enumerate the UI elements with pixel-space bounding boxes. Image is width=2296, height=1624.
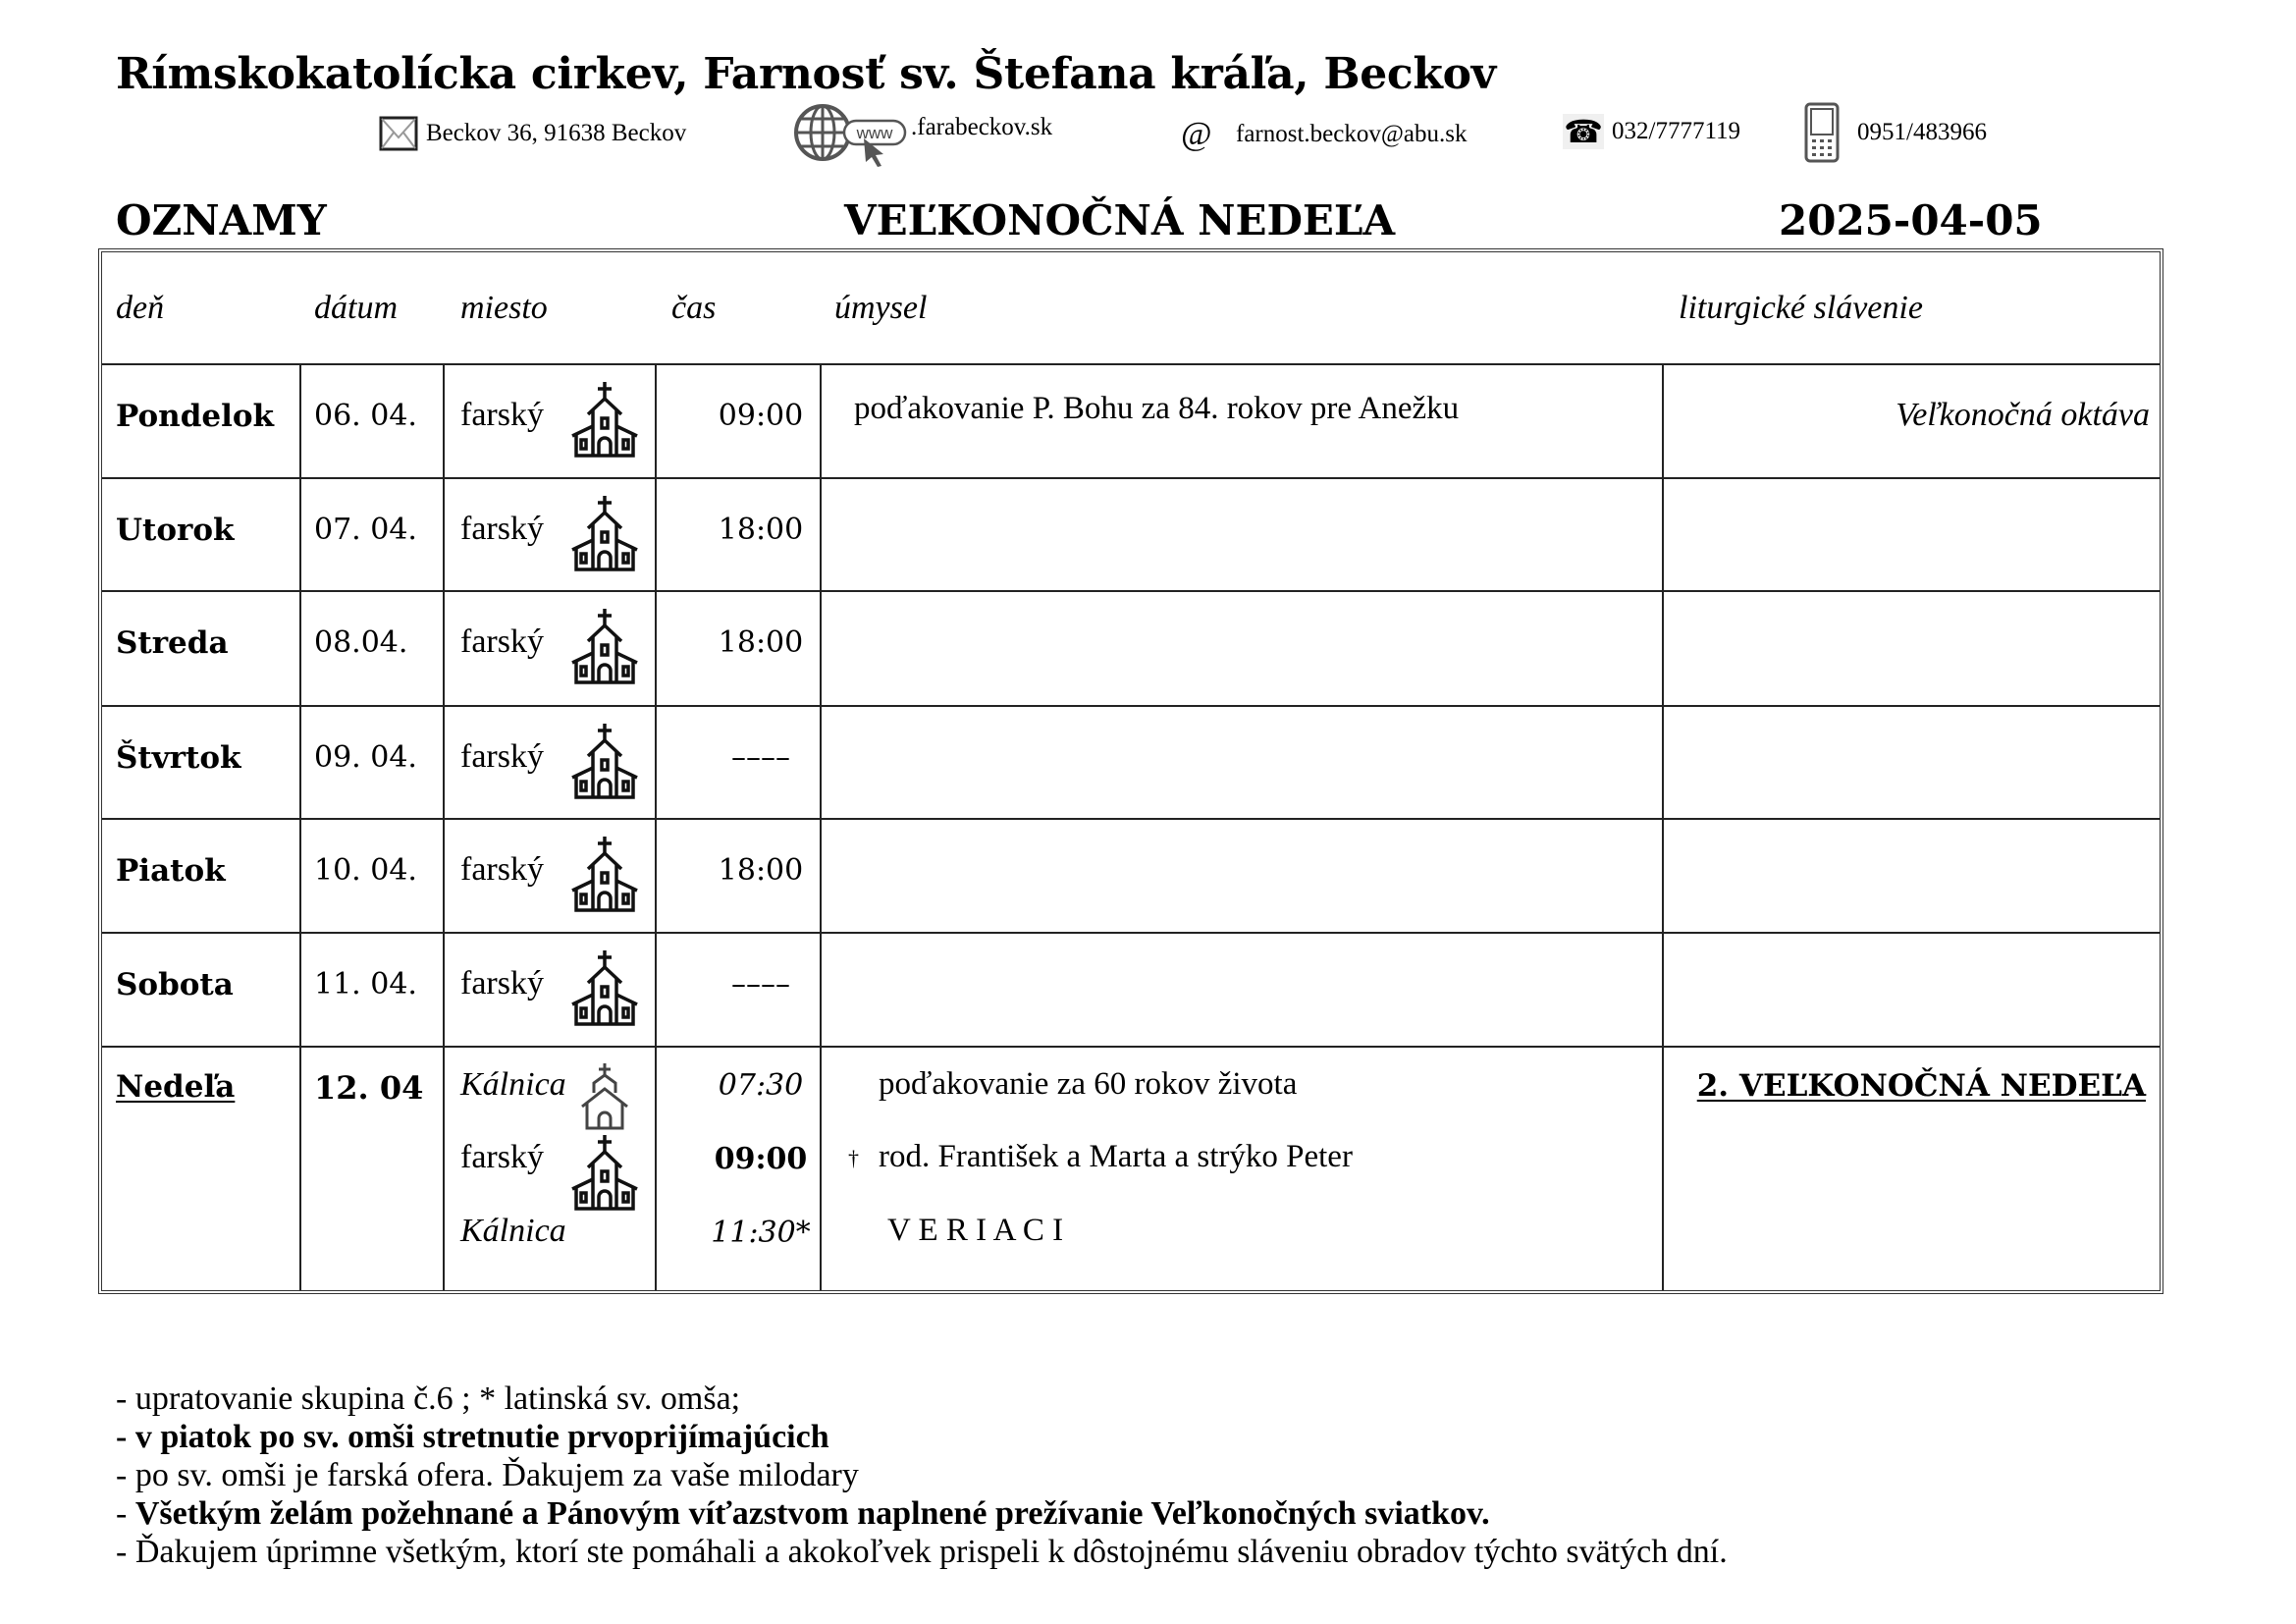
day-cell: Sobota — [116, 967, 234, 1002]
mobile-number: 0951/483966 — [1857, 119, 1987, 145]
place-cell: farský — [460, 623, 544, 660]
contact-address — [379, 116, 686, 151]
time-cell: 11:30* — [711, 1216, 811, 1250]
date-cell: 12. 04 — [314, 1069, 424, 1107]
church-icon — [570, 1134, 639, 1211]
address-text: Beckov 36, 91638 Beckov — [426, 120, 687, 146]
place-cell: farský — [460, 851, 544, 888]
note-item: - v piatok po sv. omši stretnutie prvoprijímajúcich — [116, 1419, 829, 1455]
date-cell: 11. 04. — [314, 967, 417, 1001]
note-item: - po sv. omši je farská ofera. Ďakujem za vaše milodary — [116, 1457, 859, 1493]
church-icon — [570, 949, 639, 1026]
time-cell: –––– — [731, 967, 790, 1001]
intention-cell: poďakovanie P. Bohu za 84. rokov pre Anežku — [854, 391, 1460, 426]
date-cell: 09. 04. — [314, 740, 417, 775]
date-cell: 06. 04. — [314, 399, 417, 433]
day-cell: Utorok — [116, 513, 235, 548]
note-item: - Ďakujem úprimne všetkým, ktorí ste pomáhali a akokoľvek prispeli k dôstojnému sláveniu obradov týchto svätých dní. — [116, 1534, 1728, 1570]
day-cell: Piatok — [116, 853, 226, 889]
church-icon — [570, 723, 639, 799]
col-header-place: miesto — [460, 290, 548, 326]
liturgy-cell: Veľkonočná oktáva — [1896, 397, 2150, 433]
time-cell: 09:00 — [714, 1142, 808, 1176]
time-cell: 07:30 — [718, 1068, 804, 1103]
place-cell: farský — [460, 965, 544, 1001]
place-cell: farský — [460, 511, 544, 547]
col-header-liturgy: liturgické slávenie — [1679, 290, 1923, 326]
note-text: Všetkým želám požehnané a Pánovým víťazstvom naplnené prežívanie Veľkonočných sviatkov. — [134, 1495, 1490, 1532]
day-cell: Nedeľa — [116, 1069, 236, 1105]
day-cell: Streda — [116, 625, 229, 661]
intention-cell: V E R I A C I — [887, 1213, 1064, 1248]
church-icon — [570, 495, 639, 571]
mobile-phone-icon — [1804, 102, 1840, 163]
sunday-heading: VEĽKONOČNÁ NEDEĽA — [844, 196, 1396, 244]
announcement-date: 2025-04-05 — [1779, 196, 2043, 244]
deceased-cross-icon: † — [848, 1146, 859, 1170]
time-cell: –––– — [731, 740, 790, 775]
time-cell: 09:00 — [718, 399, 804, 433]
phone-number: 032/7777119 — [1612, 118, 1741, 144]
schedule-table — [98, 248, 2163, 1294]
parish-title: Rímskokatolícka cirkev, Farnosť sv. Štefana kráľa, Beckov — [116, 49, 1496, 99]
col-header-day: deň — [116, 290, 165, 326]
place-cell: farský — [460, 1139, 544, 1175]
day-cell: Pondelok — [116, 399, 275, 434]
telephone-icon: ☎ — [1564, 113, 1603, 150]
col-header-time: čas — [671, 290, 717, 326]
announcements-label: OZNAMY — [116, 196, 327, 244]
notes-list — [116, 1380, 1728, 1571]
email-link[interactable]: farnost.beckov@abu.sk — [1236, 121, 1468, 147]
note-item: - upratovanie skupina č.6 ; * latinská sv. omša; — [116, 1380, 741, 1417]
col-header-intention: úmysel — [834, 290, 928, 326]
note-prefix: - — [116, 1495, 135, 1532]
intention-cell: poďakovanie za 60 rokov života — [879, 1066, 1298, 1102]
date-cell: 07. 04. — [314, 513, 417, 547]
contact-web[interactable] — [793, 103, 1052, 168]
contact-phone — [1563, 114, 1740, 149]
date-cell: 08.04. — [314, 625, 408, 660]
intention-cell: rod. František a Marta a strýko Peter — [879, 1139, 1353, 1174]
liturgy-cell: 2. VEĽKONOČNÁ NEDEĽA — [1696, 1068, 2146, 1104]
place-cell: Kálnica — [460, 1066, 566, 1103]
contact-mobile — [1804, 102, 1987, 163]
chapel-icon — [580, 1063, 629, 1130]
note-item — [116, 1494, 1728, 1533]
church-icon — [570, 381, 639, 458]
globe-www-icon — [793, 103, 909, 168]
website-link[interactable]: .farabeckov.sk — [911, 114, 1053, 140]
contact-email[interactable] — [1181, 116, 1467, 153]
church-icon — [570, 608, 639, 684]
time-cell: 18:00 — [718, 853, 804, 888]
www-badge: www — [856, 124, 893, 142]
place-cell: Kálnica — [460, 1213, 566, 1249]
day-cell: Štvrtok — [116, 740, 241, 776]
time-cell: 18:00 — [718, 513, 804, 547]
col-header-date: dátum — [314, 290, 398, 326]
church-icon — [570, 836, 639, 912]
date-cell: 10. 04. — [314, 853, 417, 888]
place-cell: farský — [460, 738, 544, 775]
place-cell: farský — [460, 397, 544, 433]
envelope-icon — [379, 116, 418, 151]
at-icon: @ — [1181, 116, 1212, 152]
time-cell: 18:00 — [718, 625, 804, 660]
